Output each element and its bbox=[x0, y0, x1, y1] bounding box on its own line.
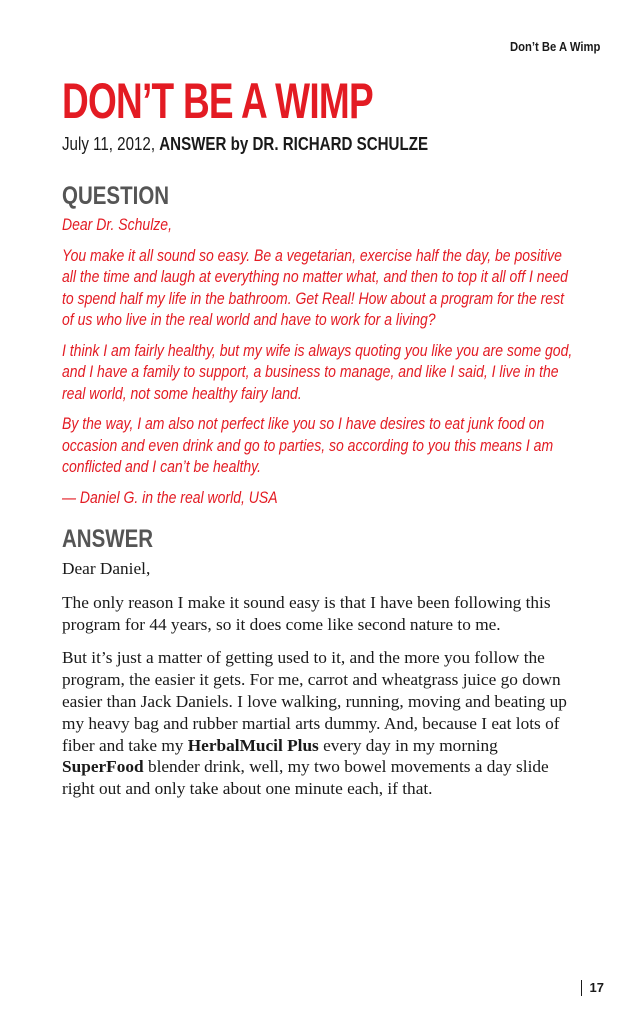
question-salutation: Dear Dr. Schulze, bbox=[62, 216, 172, 234]
answer-text: But it’s just a matter of getting used to it, and the more you follow the program, the easier it gets. For me, carrot and wheatgrass juice go down easier than Jack Daniels. I love walking, running, moving and beating up my heavy bag and rubber martial arts dummy. And, because I eat lots of fiber and take my bbox=[62, 648, 567, 755]
question-paragraph: By the way, I am also not perfect like you so I have desires to eat junk food on occasion and even drink and go to parties, so according to you this means I am conflicted and I can’t be healthy. bbox=[62, 415, 554, 476]
question-heading: QUESTION bbox=[62, 182, 170, 210]
answer-paragraph bbox=[62, 647, 582, 800]
page-number: 17 bbox=[581, 980, 604, 996]
answer-paragraph: The only reason I make it sound easy is that I have been following this program for 44 years, so it does come like second nature to me. bbox=[62, 592, 551, 634]
answer-text: blender drink, well, my two bowel movements a day slide right out and only take about one minute each, if that. bbox=[62, 757, 549, 799]
question-body bbox=[62, 215, 578, 509]
answer-heading: ANSWER bbox=[62, 525, 154, 553]
question-paragraph: I think I am fairly healthy, but my wife is always quoting you like you are some god, and I have a family to support, a business to manage, and like I said, I live in the real world, not some healthy fairy land. bbox=[62, 341, 573, 403]
answer-salutation: Dear Daniel, bbox=[62, 559, 151, 578]
answer-text: every day in my morning bbox=[318, 735, 498, 755]
product-name-herbalmucil: HerbalMucil Plus bbox=[187, 735, 319, 755]
question-paragraph: You make it all sound so easy. Be a vegetarian, exercise half the day, be positive all the time and laugh at everything no matter what, and then to top it all off I need to spend half my life in the bathroom. Get Real! How about a program for the rest of us who live in the real world and have to work for a living? bbox=[62, 246, 568, 329]
running-head: Don’t Be A Wimp bbox=[509, 40, 600, 54]
answer-body bbox=[62, 558, 582, 800]
byline bbox=[62, 134, 499, 155]
article-title: DON’T BE A WIMP bbox=[62, 73, 373, 129]
article bbox=[62, 73, 582, 800]
question-signature: — Daniel G. in the real world, USA bbox=[62, 488, 278, 507]
byline-author: ANSWER by DR. RICHARD SCHULZE bbox=[159, 134, 429, 154]
product-name-superfood: SuperFood bbox=[62, 757, 144, 777]
byline-date: July 11, 2012, bbox=[62, 134, 160, 154]
